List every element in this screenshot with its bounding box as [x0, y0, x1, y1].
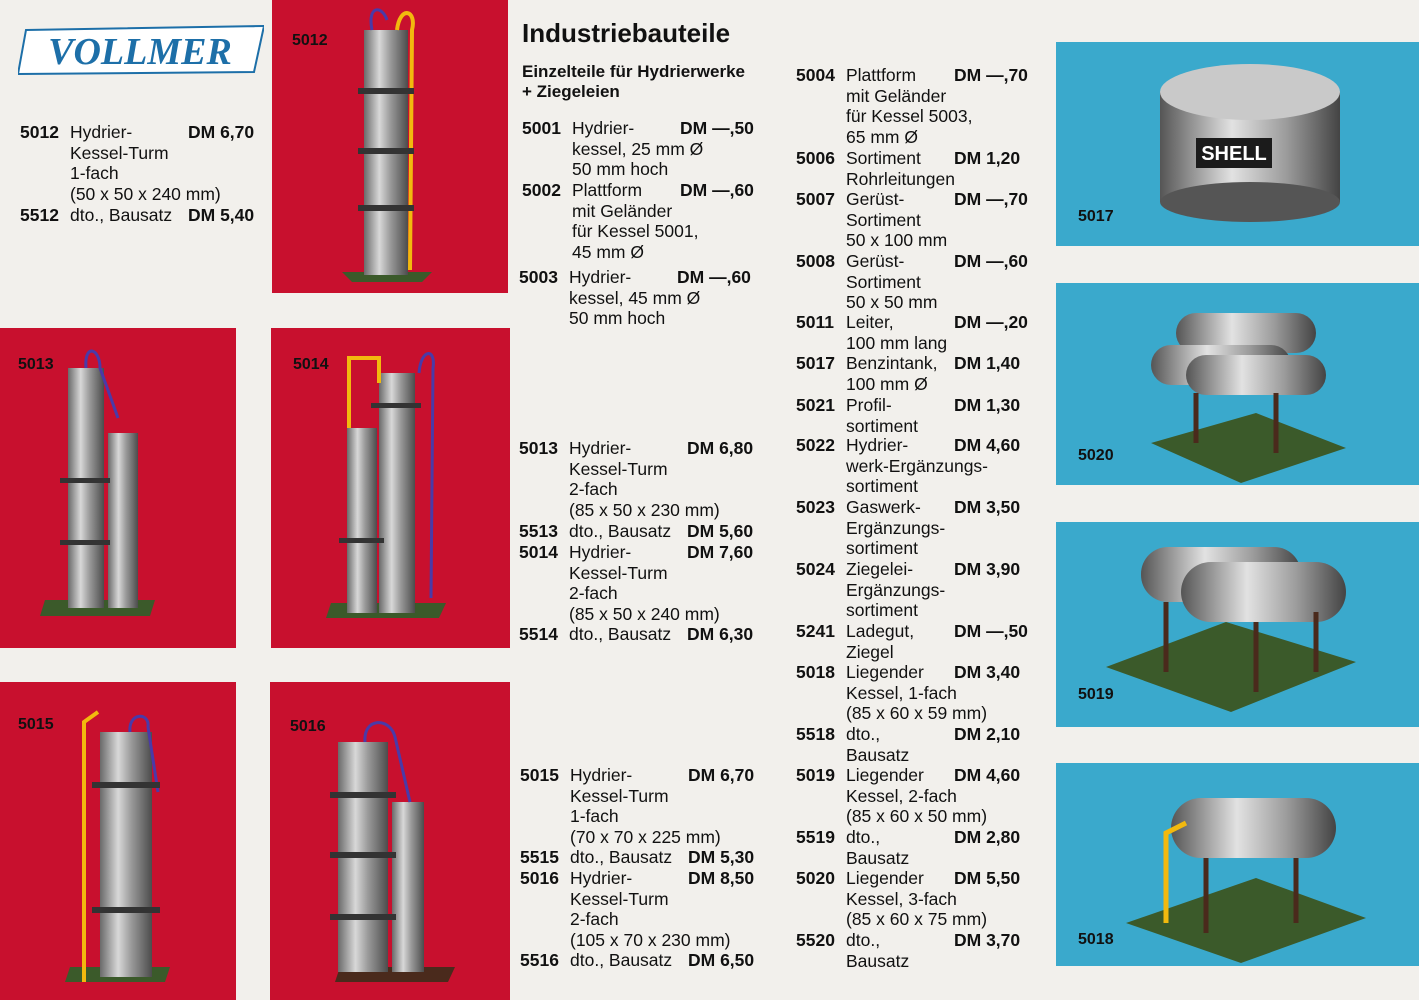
tank-label: SHELL [1201, 143, 1267, 165]
entry-code: 5014 [519, 542, 558, 562]
tower-illustration [271, 328, 510, 648]
entry-description: dto., Bausatz [846, 827, 910, 868]
entry-price: DM 6,80 [687, 438, 754, 458]
product-number: 5014 [293, 356, 329, 373]
entry-5013 [519, 438, 769, 522]
entry-5512 [20, 205, 270, 227]
entry-5016 [520, 868, 770, 952]
entry-5516 [520, 950, 770, 972]
entry-5003 [519, 267, 769, 331]
entry-code: 5012 [20, 122, 59, 142]
entry-description: Liegender Kessel, 1-fach (85 x 60 x 59 mm) [846, 662, 988, 724]
entry-code: 5514 [519, 624, 558, 644]
section-subheading: Einzelteile für Hydrierwerke + Ziegeleien [522, 62, 745, 101]
entry-description: Ladegut, Ziegel [846, 621, 915, 662]
entry-description: Hydrier- werk-Ergänzungs- sortiment [846, 435, 988, 497]
entry-5008 [796, 251, 1046, 315]
entry-description: Gerüst- Sortiment 50 x 100 mm [846, 189, 948, 251]
entry-5518 [796, 724, 1046, 766]
entry-code: 5023 [796, 497, 835, 517]
entry-code: 5241 [796, 621, 835, 641]
entry-description: dto., Bausatz [846, 724, 910, 765]
entry-description: Liegender Kessel, 3-fach (85 x 60 x 75 mm) [846, 868, 988, 930]
product-number: 5020 [1078, 447, 1114, 464]
boiler-illustration [1056, 522, 1419, 727]
entry-code: 5017 [796, 353, 835, 373]
entry-code: 5515 [520, 847, 559, 867]
entry-price: DM —,70 [954, 65, 1028, 85]
entry-description: Hydrier- Kessel-Turm 1-fach (70 x 70 x 225 mm) [570, 765, 721, 847]
entry-description: Sortiment Rohrleitungen [846, 148, 955, 189]
fuel-tank-illustration [1056, 42, 1419, 246]
entry-description: Hydrier- Kessel-Turm 2-fach (85 x 50 x 240 mm) [569, 542, 720, 624]
tower-illustration [272, 0, 508, 293]
entry-5519 [796, 827, 1046, 869]
entry-price: DM 1,30 [954, 395, 1021, 415]
product-number: 5016 [290, 718, 326, 735]
entry-code: 5003 [519, 267, 558, 287]
entry-description: Benzintank, 100 mm Ø [846, 353, 938, 394]
entry-description: Hydrier- Kessel-Turm 2-fach (85 x 50 x 230 mm) [569, 438, 720, 520]
product-image-5012 [272, 0, 508, 293]
entry-code: 5013 [519, 438, 558, 458]
entry-5002 [522, 180, 772, 264]
entry-5020 [796, 868, 1046, 932]
entry-price: DM —,50 [680, 118, 754, 138]
entry-code: 5018 [796, 662, 835, 682]
entry-price: DM 3,90 [954, 559, 1021, 579]
section-heading: Industriebauteile [522, 18, 731, 48]
entry-code: 5004 [796, 65, 835, 85]
entry-code: 5001 [522, 118, 561, 138]
entry-price: DM 6,70 [688, 765, 755, 785]
entry-5520 [796, 930, 1046, 972]
entry-5021 [796, 395, 1046, 437]
entry-description: dto., Bausatz [569, 521, 672, 541]
entry-code: 5021 [796, 395, 835, 415]
entry-description: Ziegelei- Ergänzungs- sortiment [846, 559, 946, 621]
entry-price: DM 5,40 [188, 205, 255, 225]
entry-code: 5008 [796, 251, 835, 271]
entry-price: DM 6,70 [188, 122, 255, 142]
entry-description: dto., Bausatz [70, 205, 173, 225]
entry-5015 [520, 765, 770, 849]
boiler-illustration [1056, 283, 1419, 485]
entry-code: 5007 [796, 189, 835, 209]
entry-price: DM 5,30 [688, 847, 755, 867]
entry-code: 5002 [522, 180, 561, 200]
entry-description: Hydrier- Kessel-Turm 2-fach (105 x 70 x 230 mm) [570, 868, 731, 950]
entry-price: DM 6,30 [687, 624, 754, 644]
entry-description: Plattform mit Geländer für Kessel 5003, 65 mm Ø [846, 65, 973, 147]
entry-price: DM 5,50 [954, 868, 1021, 888]
entry-price: DM 1,40 [954, 353, 1021, 373]
entry-5012 [20, 122, 270, 207]
entry-price: DM —,50 [954, 621, 1028, 641]
entry-description: Hydrier- Kessel-Turm 1-fach (50 x 50 x 240 mm) [70, 122, 221, 204]
entry-description: dto., Bausatz [570, 950, 673, 970]
entry-code: 5520 [796, 930, 835, 950]
entry-5007 [796, 189, 1046, 253]
entry-price: DM —,60 [954, 251, 1028, 271]
entry-code: 5006 [796, 148, 835, 168]
entry-code: 5015 [520, 765, 559, 785]
entry-description: Liegender Kessel, 2-fach (85 x 60 x 50 mm) [846, 765, 988, 827]
entry-description: Gaswerk- Ergänzungs- sortiment [846, 497, 946, 559]
tower-illustration [270, 682, 510, 1000]
entry-price: DM —,60 [680, 180, 754, 200]
entry-5004 [796, 65, 1046, 149]
product-image-5018 [1056, 763, 1419, 966]
entry-price: DM 3,40 [954, 662, 1021, 682]
entry-5022 [796, 435, 1046, 499]
entry-price: DM 7,60 [687, 542, 754, 562]
entry-price: DM 8,50 [688, 868, 755, 888]
product-image-5020 [1056, 283, 1419, 485]
product-number: 5018 [1078, 931, 1114, 948]
product-image-5016 [270, 682, 510, 1000]
product-image-5015 [0, 682, 236, 1000]
entry-5513 [519, 521, 769, 543]
entry-price: DM 2,10 [954, 724, 1021, 744]
entry-price: DM —,20 [954, 312, 1028, 332]
product-number: 5017 [1078, 208, 1114, 225]
entry-code: 5024 [796, 559, 835, 579]
product-number: 5013 [18, 356, 54, 373]
entry-code: 5516 [520, 950, 559, 970]
entry-5023 [796, 497, 1046, 561]
entry-5011 [796, 312, 1046, 354]
entry-description: Gerüst- Sortiment 50 x 50 mm [846, 251, 938, 313]
entry-price: DM 4,60 [954, 435, 1021, 455]
entry-description: dto., Bausatz [570, 847, 673, 867]
entry-description: Hydrier- kessel, 45 mm Ø 50 mm hoch [569, 267, 701, 329]
entry-code: 5016 [520, 868, 559, 888]
entry-price: DM 3,70 [954, 930, 1021, 950]
product-image-5019 [1056, 522, 1419, 727]
product-image-5014 [271, 328, 510, 648]
entry-code: 5512 [20, 205, 59, 225]
entry-description: Hydrier- kessel, 25 mm Ø 50 mm hoch [572, 118, 704, 180]
entry-code: 5518 [796, 724, 835, 744]
entry-description: Leiter, 100 mm lang [846, 312, 948, 353]
entry-5515 [520, 847, 770, 869]
entry-price: DM 4,60 [954, 765, 1021, 785]
entry-code: 5019 [796, 765, 835, 785]
tower-illustration [0, 328, 236, 648]
entry-description: dto., Bausatz [846, 930, 910, 971]
entry-5001 [522, 118, 772, 182]
entry-description: Plattform mit Geländer für Kessel 5001, 45 mm Ø [572, 180, 699, 262]
product-number: 5019 [1078, 686, 1114, 703]
entry-5006 [796, 148, 1046, 190]
entry-5024 [796, 559, 1046, 623]
entry-price: DM —,60 [677, 267, 751, 287]
entry-code: 5020 [796, 868, 835, 888]
entry-price: DM 5,60 [687, 521, 754, 541]
vollmer-logo [18, 24, 264, 76]
entry-price: DM 1,20 [954, 148, 1021, 168]
boiler-illustration [1056, 763, 1419, 966]
entry-5514 [519, 624, 769, 646]
entry-price: DM 2,80 [954, 827, 1021, 847]
entry-price: DM 3,50 [954, 497, 1021, 517]
product-image-5013 [0, 328, 236, 648]
entry-price: DM —,70 [954, 189, 1028, 209]
tower-illustration [0, 682, 236, 1000]
vollmer-logo-text: VOLLMER [48, 31, 232, 73]
product-image-5017 [1056, 42, 1419, 246]
entry-5014 [519, 542, 769, 626]
entry-code: 5513 [519, 521, 558, 541]
entry-5241 [796, 621, 1046, 663]
entry-code: 5011 [796, 312, 834, 332]
product-number: 5015 [18, 716, 54, 733]
product-number: 5012 [292, 32, 328, 49]
entry-code: 5022 [796, 435, 835, 455]
entry-description: dto., Bausatz [569, 624, 672, 644]
entry-5018 [796, 662, 1046, 726]
entry-code: 5519 [796, 827, 835, 847]
entry-5017 [796, 353, 1046, 395]
entry-price: DM 6,50 [688, 950, 755, 970]
entry-5019 [796, 765, 1046, 829]
entry-description: Profil- sortiment [846, 395, 918, 436]
